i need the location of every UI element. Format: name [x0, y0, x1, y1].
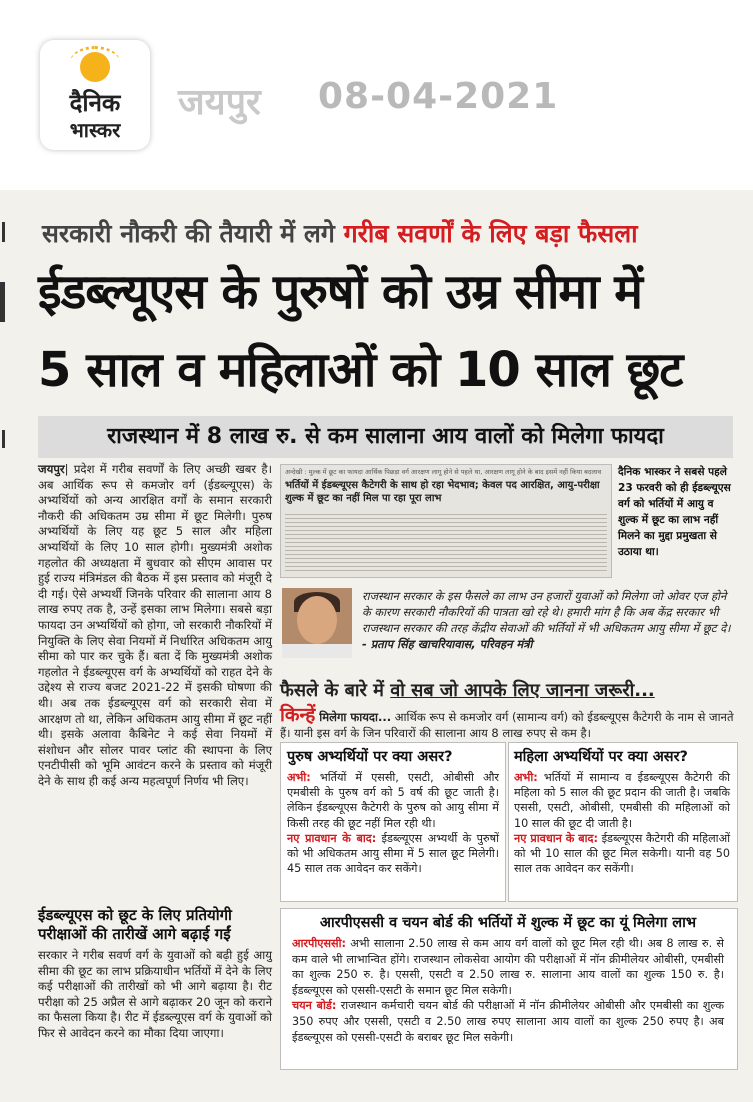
explainer-heading-prefix: फैसले के बारे में — [280, 680, 391, 701]
edge-mark — [2, 430, 5, 448]
edition-city: जयपुर — [178, 82, 261, 123]
earlier-report-graphic — [280, 464, 612, 578]
main-story-text: | प्रदेश में गरीब सवर्णों के लिए अच्छी खबर है। अब आर्थिक रूप से कमजोर वर्ग (ईडब्ल्यूएस) के अभ्यर्थियों को अन्य आरक्षित वर्गों के समान सरकारी नौकरी की अधिकतम उम्र सीमा में छूट मिलेगी। पुरुष अभ्यर्थियों के लिए यह छूट 5 साल और महिला अभ्यर्थियों के लिए 10 साल होगी। मुख्यमंत्री अशोक गहलोत की अध्यक्षता में बुधवार को सीएम आवास पर हुई राज्य मंत्रिमंडल की बैठक में इस प्रस्ताव को मंजूरी दे दी गई। ऐसे अभ्यर्थी जिनके परिवार की सालाना आय 8 लाख रुपए तक है, उन्हें इसका लाभ मिलेगा। सबसे बड़ा फायदा उन अभ्यर्थियों को होगा, जो सरकारी नौकरियों में नियुक्ति के लिए सेवा नियमों में निर्धारित अधिकतम आयु सीमा को पार कर चुके हैं। बता दें कि मुख्यमंत्री अशोक गहलोत ने ईडब्ल्यूएस वर्ग के अभ्यर्थियों को राहत देने के उद्देश्य से राज्य बजट 2021-22 में इसकी घोषणा की थी। अब तक ईडब्ल्यूएस वर्ग को सरकारी सेवा में आरक्षण तो था, लेकिन अधिकतम आयु सीमा में छूट नहीं थी। इसके अलावा कैबिनेट ने कई सेवा नियमों में संशोधन और सोलर पावर प्लांट की स्थापना के लिए एनटीपीसी को भूमि आवंटन करने के प्रस्ताव को मंजूरी देने के साथ ही कई अन्य महत्वपूर्ण निर्णय भी लिए। — [38, 462, 272, 788]
men-text-new: ईडब्ल्यूएस अभ्यर्थी के पुरुषों को भी अधिकतम आयु सीमा में 5 साल छूट मिलेगी। 45 साल तक आवेदन कर सकेंगे। — [287, 831, 499, 876]
fee-box-text — [292, 936, 724, 1045]
main-story-body — [38, 462, 272, 789]
headline-line2: 5 साल व महिलाओं को 10 साल छूट — [38, 342, 683, 398]
rpsc-text: अभी सालाना 2.50 लाख से कम आय वर्ग वालों को छूट मिल रही थी। अब 8 लाख रु. से कम वाले भी लाभान्वित होंगे। राजस्थान लोकसेवा आयोग की परीक्षाओं में नॉन क्रीमीलेयर ओबीसी, एमबीसी का शुल्क 250 रु. है। एससी, एसटी व 2.50 लाख रु. सालाना आय वालों का शुल्क 150 रु. है। ईडब्ल्यूएस को एससी-एसटी के समान छूट मिल सकेगी। — [292, 937, 724, 997]
masthead — [0, 0, 753, 180]
graphic-title: भर्तियों में ईडब्ल्यूएस कैटेगरी के साथ हो रहा भेदभाव; केवल पद आरक्षित, आयु-परीक्षा शुल्क में छूट का नहीं मिल पा रहा पूरा लाभ — [285, 480, 600, 504]
women-text-new: ईडब्ल्यूएस कैटेगरी की महिलाओं को भी 10 साल की छूट मिल सकेगी। यानी वह 50 साल तक आवेदन कर सकेंगी। — [514, 831, 731, 876]
men-impact-heading: पुरुष अभ्यर्थियों पर क्या असर? — [287, 749, 453, 765]
logo-text-line2: भास्कर — [69, 118, 121, 142]
explainer-heading-underlined: वो सब जो आपके लिए जानना जरूरी... — [390, 680, 655, 701]
who-benefits-text: आर्थिक रूप से कमजोर वर्ग (सामान्य वर्ग) को ईडब्ल्यूएस कैटेगरी के नाम से जानते हैं। यानी इस वर्ग के जिन परिवारों की सालाना आय 8 लाख रुपए से कम है। — [280, 710, 734, 740]
dateline: जयपुर — [38, 462, 65, 476]
men-label-new: नए प्रावधान के बाद: — [287, 831, 377, 845]
rpsc-label: आरपीएससी: — [292, 937, 346, 950]
edition-date: 08-04-2021 — [318, 76, 559, 117]
headline-line1: ईडब्ल्यूएस के पुरुषों को उम्र सीमा में — [38, 264, 642, 320]
women-impact-heading: महिला अभ्यर्थियों पर क्या असर? — [514, 749, 688, 765]
quote-attribution: - प्रताप सिंह खाचरियावास, परिवहन मंत्री — [362, 637, 533, 651]
kicker-highlight: गरीब सवर्णों के लिए बड़ा फैसला — [343, 219, 638, 248]
sun-icon — [80, 52, 110, 82]
subheadline: राजस्थान में 8 लाख रु. से कम सालाना आय वालों को मिलेगा फायदा — [38, 416, 733, 458]
minister-photo — [282, 588, 352, 658]
kicker-prefix: सरकारी नौकरी की तैयारी में लगे — [42, 219, 344, 248]
women-text-now: भर्तियों में सामान्य व ईडब्ल्यूएस कैटेगरी की महिला को 5 साल की छूट प्रदान की जाती है। जबकि एससी, एसटी, ओबीसी, एमबीसी की महिलाओं को 10 साल की छूट दी जाती है। — [514, 771, 730, 830]
who-benefits — [280, 704, 736, 741]
exam-story-body: सरकार ने गरीब सवर्ण वर्ग के युवाओं को बढ़ी हुई आयु सीमा की छूट का लाभ प्रक्रियाधीन भर्तियों में देने के लिए कई परीक्षाओं की तारीखों को भी आगे बढ़ाया है। रीट परीक्षा को 25 अप्रैल से आगे बढ़ाकर 20 जून को कराने का फैसला किया है। रीट में ईडब्ल्यूएस वर्ग के युवाओं को फिर से आवेदन करने का मौका दिया जाएगा। — [38, 948, 272, 1040]
edge-mark — [2, 222, 5, 242]
photo-face — [297, 596, 337, 644]
dainik-bhaskar-logo — [40, 40, 150, 150]
bhaskar-callout: दैनिक भास्कर ने सबसे पहले 23 फरवरी को ही ईडब्ल्यूएस वर्ग को भर्तियों में आयु व शुल्क में छूट का लाभ नहीं मिलने का मुद्दा प्रमुखता से उठाया था। — [618, 466, 731, 558]
selection-board-text: राजस्थान कर्मचारी चयन बोर्ड की परीक्षाओं में नॉन क्रीमीलेयर ओबीसी और एमबीसी का शुल्क 350 रुपए और एससी, एसटी व 2.50 लाख रुपए सालाना आय वालों का शुल्क 250 रुपए है। अब ईडब्ल्यूएस को एससी-एसटी के बराबर छूट मिल सकेगी। — [292, 999, 724, 1044]
edge-mark — [0, 282, 5, 322]
who-benefits-bold: मिलेगा फायदा... — [315, 710, 392, 724]
graphic-text-block — [285, 511, 607, 573]
graphic-header: अन्देखी : मुल्क में छूट का फायदा आर्थिक पिछड़ा वर्ग आरक्षण लागू होने से पहले था, आरक्षण लागू होने के बाद इसमें नहीं किया बदलाव — [285, 468, 602, 476]
quote-text: राजस्थान सरकार के इस फैसले का लाभ उन हजारों युवाओं को मिलेगा जो ओवर एज होने के कारण सरकारी नौकरियों की पात्रता खो रहे थे। हमारी मांग है कि अब केंद्र सरकार भी राजस्थान सरकार की तरह केंद्रीय सेवाओं की भर्तियों में भी अधिकतम आयु सीमा में छूट दे। — [362, 589, 731, 635]
women-label-new: नए प्रावधान के बाद: — [514, 831, 598, 845]
photo-shirt — [282, 644, 352, 658]
explainer-heading — [280, 678, 736, 702]
who-benefits-label: किन्हें — [280, 704, 316, 726]
men-label-now: अभी: — [287, 771, 311, 784]
exam-story-heading: ईडब्ल्यूएस को छूट के लिए प्रतियोगी परीक्षाओं की तारीखें आगे बढ़ाई गईं — [38, 906, 232, 943]
men-text-now: भर्तियों में एससी, एसटी, ओबीसी और एमबीसी के पुरुष वर्ग को 5 वर्ष की छूट जाती है। लेकिन ईडब्ल्यूएस कैटेगरी के पुरुष को आयु सीमा में किसी तरह की छूट नहीं मिल रही थी। — [287, 771, 499, 830]
fee-box-heading: आरपीएससी व चयन बोर्ड की भर्तियों में शुल्क में छूट का यूं मिलेगा लाभ — [319, 915, 697, 931]
minister-quote — [362, 588, 736, 652]
women-label-now: अभी: — [514, 771, 538, 784]
men-impact-text — [287, 770, 499, 876]
women-impact-text — [514, 770, 730, 876]
headline-kicker — [42, 216, 638, 250]
selection-board-label: चयन बोर्ड: — [292, 999, 337, 1013]
logo-text-line1: दैनिक — [69, 89, 121, 117]
